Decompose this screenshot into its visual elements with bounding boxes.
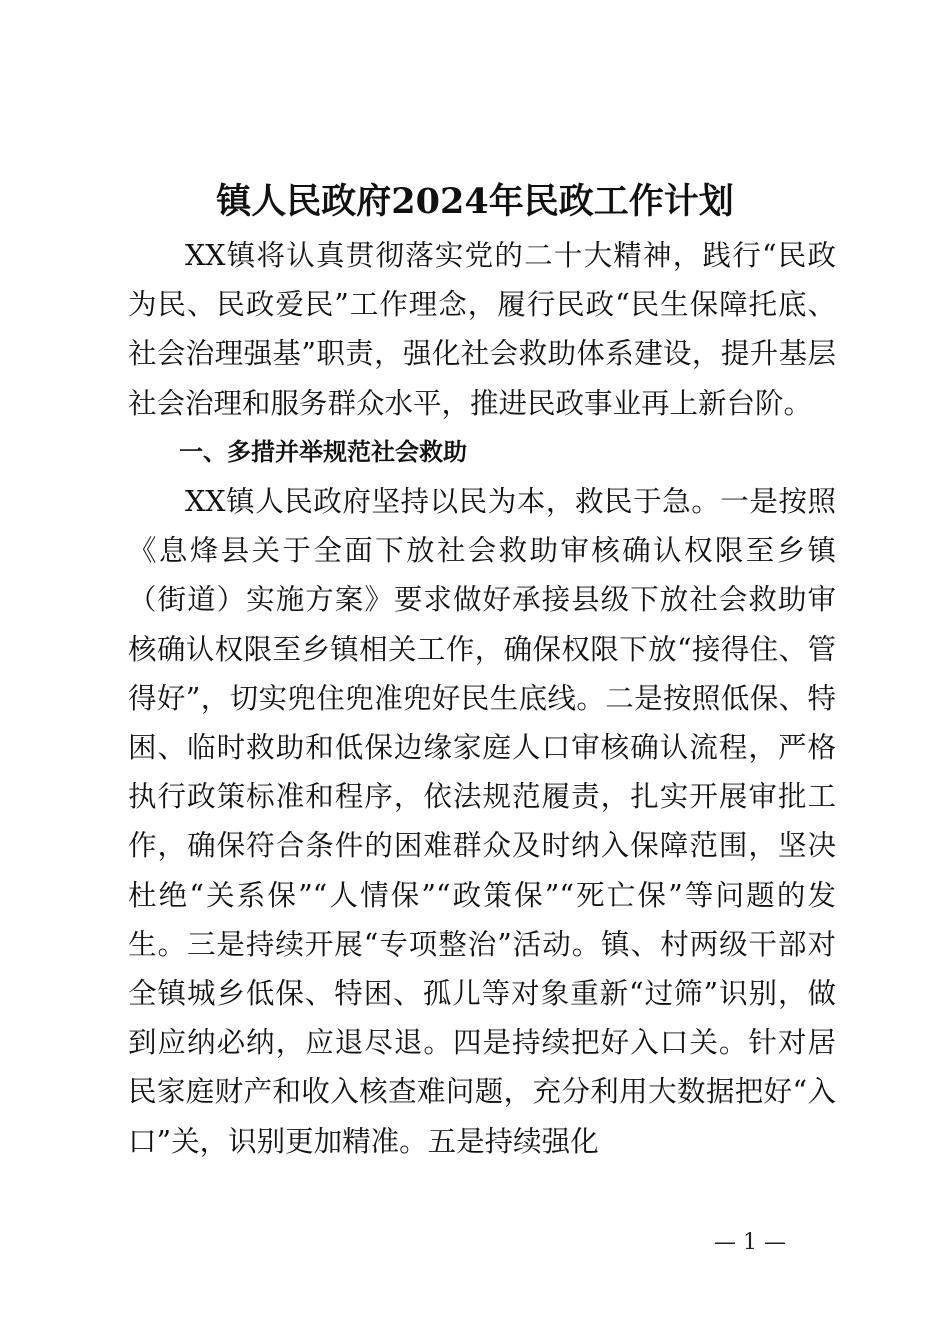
section-1-paragraph: XX镇人民政府坚持以民为本，救民于急。一是按照《息烽县关于全面下放社会救助审核确认权限至乡镇（街道）实施方案》要求做好承接县级下放社会救助审核确认权限至乡镇相关工作，确保权限下放“接得住、管得好”，切实兜住兜准兜好民生底线。二是按照低保、特困、临时救助和低保边缘家庭人口审核确认流程，严格执行政策标准和程序，依法规范履责，扎实开展审批工作，确保符合条件的困难群众及时纳入保障范围，坚决杜绝“关系保”“人情保”“政策保”“死亡保”等问题的发生。三是持续开展“专项整治”活动。镇、村两级干部对全镇城乡低保、特困、孤儿等对象重新“过筛”识别，做到应纳必纳，应退尽退。四是持续把好入口关。针对居民家庭财产和收入核查难问题，充分利用大数据把好“入口”关，识别更加精准。五是持续强化 [128, 485, 836, 1158]
section-heading-1: 一、多措并举规范社会救助 [179, 437, 467, 466]
intro-paragraph: XX镇将认真贯彻落实党的二十大精神，践行“民政为民、民政爱民”工作理念，履行民政“民生保障托底、社会治理强基”职责，强化社会救助体系建设，提升基层社会治理和服务群众水平，推进民政事业再上新台阶。 [128, 239, 836, 420]
document-title: 镇人民政府2024年民政工作计划 [216, 181, 734, 222]
document-body [128, 231, 836, 1166]
page-number: — 1 — [714, 1230, 786, 1255]
